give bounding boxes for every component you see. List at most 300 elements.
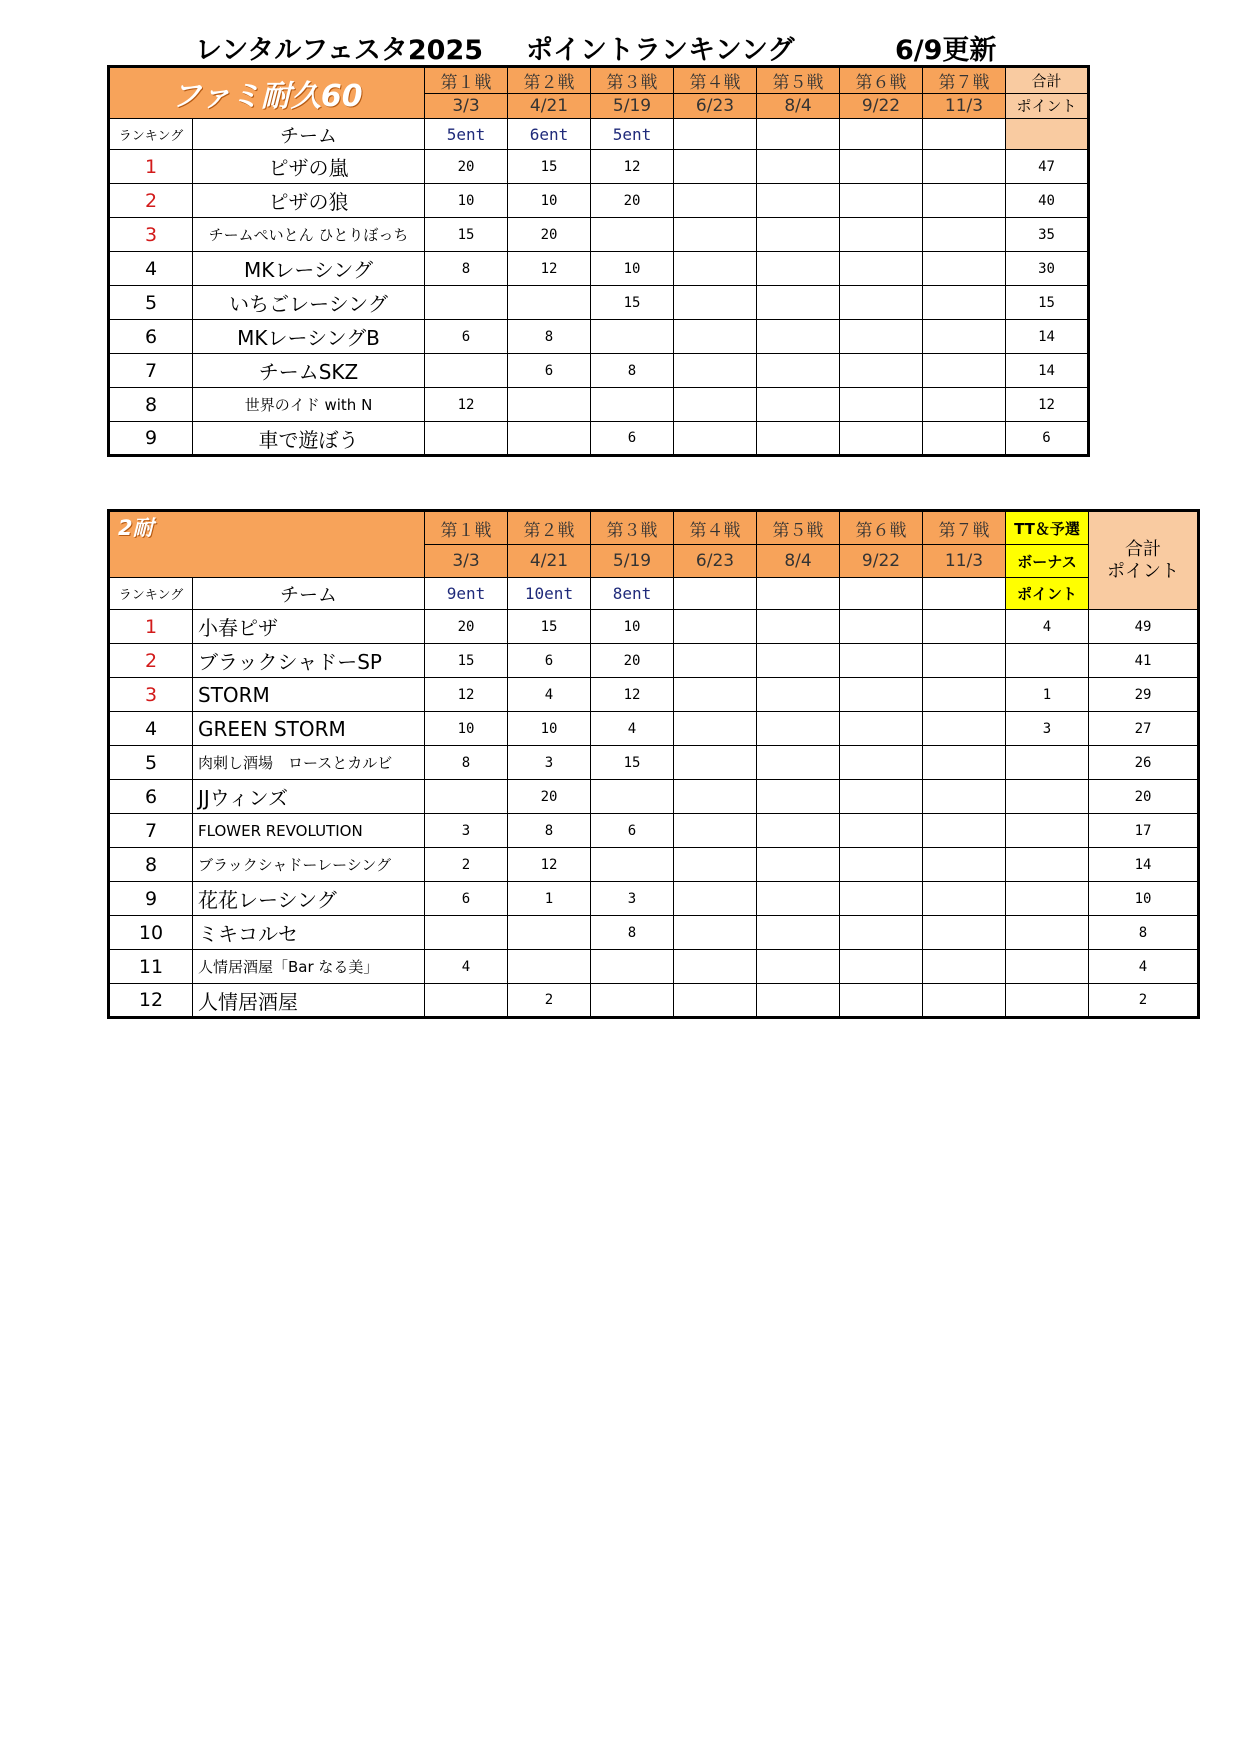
- round-points-cell: [840, 422, 923, 456]
- round-points-cell: [840, 916, 923, 950]
- total-points-cell: 10: [1089, 882, 1199, 916]
- rank-cell: 1: [109, 150, 193, 184]
- team-name-cell: FLOWER REVOLUTION: [193, 814, 425, 848]
- table-row: [109, 184, 1089, 218]
- round-points-cell: [757, 184, 840, 218]
- round-points-cell: [425, 354, 508, 388]
- update-date: 6/9更新: [895, 35, 997, 66]
- round-points-cell: [923, 184, 1006, 218]
- round-points-cell: [425, 780, 508, 814]
- total-points-cell: 40: [1006, 184, 1089, 218]
- total-points-cell: 6: [1006, 422, 1089, 456]
- round-points-cell: [508, 950, 591, 984]
- series2-entry-count: 9ent: [425, 578, 508, 610]
- round-points-cell: [757, 644, 840, 678]
- table-row: [109, 712, 1199, 746]
- round-points-cell: [923, 252, 1006, 286]
- round-points-cell: [674, 422, 757, 456]
- series1-total-header-1: 合計: [1006, 67, 1089, 94]
- round-points-cell: 3: [591, 882, 674, 916]
- team-name-cell: チームSKZ: [193, 354, 425, 388]
- team-name-cell: 人情居酒屋: [193, 984, 425, 1018]
- round-points-cell: [674, 950, 757, 984]
- team-name-cell: 人情居酒屋「Bar なる美」: [193, 950, 425, 984]
- rank-cell: 7: [109, 354, 193, 388]
- table-row: [109, 610, 1199, 644]
- round-points-cell: [923, 218, 1006, 252]
- bonus-points-cell: [1006, 746, 1089, 780]
- rank-cell: 4: [109, 712, 193, 746]
- round-points-cell: [757, 422, 840, 456]
- total-points-cell: 8: [1089, 916, 1199, 950]
- series2-ranking-header: ランキング: [109, 578, 193, 610]
- round-points-cell: [840, 286, 923, 320]
- total-points-cell: 47: [1006, 150, 1089, 184]
- team-name-cell: ミキコルセ: [193, 916, 425, 950]
- rank-cell: 2: [109, 184, 193, 218]
- series1-round-label: 第１戦: [425, 67, 508, 94]
- round-points-cell: [840, 184, 923, 218]
- ranking-title: ポイントランキンング: [526, 35, 795, 66]
- bonus-points-cell: [1006, 848, 1089, 882]
- rank-cell: 4: [109, 252, 193, 286]
- round-points-cell: 4: [508, 678, 591, 712]
- series1-round-date: 6/23: [674, 94, 757, 119]
- bonus-points-cell: [1006, 916, 1089, 950]
- team-name-cell: 花花レーシング: [193, 882, 425, 916]
- table-row: [109, 422, 1089, 456]
- series2-round-date: 4/21: [508, 545, 591, 578]
- total-points-cell: 17: [1089, 814, 1199, 848]
- rank-cell: 1: [109, 610, 193, 644]
- series2-entry-count: [923, 578, 1006, 610]
- total-points-cell: 20: [1089, 780, 1199, 814]
- round-points-cell: [923, 150, 1006, 184]
- rank-cell: 10: [109, 916, 193, 950]
- rank-cell: 3: [109, 218, 193, 252]
- table-row: [109, 218, 1089, 252]
- round-points-cell: [674, 252, 757, 286]
- series1-round-label: 第４戦: [674, 67, 757, 94]
- round-points-cell: [840, 678, 923, 712]
- table-row: [109, 882, 1199, 916]
- round-points-cell: [840, 780, 923, 814]
- round-points-cell: [757, 218, 840, 252]
- round-points-cell: 15: [425, 644, 508, 678]
- series2-entry-count: [840, 578, 923, 610]
- total-points-cell: 27: [1089, 712, 1199, 746]
- series1-round-date: 8/4: [757, 94, 840, 119]
- series2-round-label: 第４戦: [674, 511, 757, 545]
- round-points-cell: 6: [425, 882, 508, 916]
- table-row: [109, 644, 1199, 678]
- series2-total-header-2: ポイント: [1107, 560, 1179, 582]
- round-points-cell: [923, 950, 1006, 984]
- round-points-cell: [591, 218, 674, 252]
- bonus-points-cell: [1006, 814, 1089, 848]
- round-points-cell: [840, 150, 923, 184]
- rank-cell: 9: [109, 882, 193, 916]
- round-points-cell: [840, 320, 923, 354]
- round-points-cell: [425, 984, 508, 1018]
- total-points-cell: 2: [1089, 984, 1199, 1018]
- round-points-cell: [840, 252, 923, 286]
- series2-round-label: 第７戦: [923, 511, 1006, 545]
- series2-round-date: 8/4: [757, 545, 840, 578]
- round-points-cell: [840, 712, 923, 746]
- series1-entry-count: 5ent: [591, 119, 674, 150]
- round-points-cell: [757, 678, 840, 712]
- round-points-cell: 4: [425, 950, 508, 984]
- round-points-cell: 20: [425, 610, 508, 644]
- round-points-cell: [674, 780, 757, 814]
- series2-round-label: 第６戦: [840, 511, 923, 545]
- event-title: レンタルフェスタ2025: [195, 35, 484, 66]
- round-points-cell: [591, 320, 674, 354]
- round-points-cell: 15: [425, 218, 508, 252]
- round-points-cell: [674, 610, 757, 644]
- rank-cell: 3: [109, 678, 193, 712]
- table-row: [109, 252, 1089, 286]
- series1-round-label: 第５戦: [757, 67, 840, 94]
- rank-cell: 7: [109, 814, 193, 848]
- round-points-cell: 12: [508, 848, 591, 882]
- total-points-cell: 49: [1089, 610, 1199, 644]
- bonus-points-cell: [1006, 984, 1089, 1018]
- round-points-cell: [923, 422, 1006, 456]
- round-points-cell: 10: [425, 184, 508, 218]
- round-points-cell: 15: [591, 286, 674, 320]
- round-points-cell: [508, 916, 591, 950]
- round-points-cell: 20: [508, 780, 591, 814]
- round-points-cell: [757, 252, 840, 286]
- round-points-cell: [923, 610, 1006, 644]
- series2-round-label: 第１戦: [425, 511, 508, 545]
- table-row: [109, 950, 1199, 984]
- round-points-cell: [757, 610, 840, 644]
- rank-cell: 5: [109, 286, 193, 320]
- round-points-cell: [757, 712, 840, 746]
- round-points-cell: 10: [508, 712, 591, 746]
- round-points-cell: [757, 150, 840, 184]
- series2-team-header: チーム: [193, 578, 425, 610]
- series1-entry-count: 5ent: [425, 119, 508, 150]
- round-points-cell: 20: [425, 150, 508, 184]
- round-points-cell: 8: [591, 916, 674, 950]
- round-points-cell: [591, 984, 674, 1018]
- round-points-cell: [923, 984, 1006, 1018]
- round-points-cell: [674, 848, 757, 882]
- team-name-cell: JJウィンズ: [193, 780, 425, 814]
- table-row: [109, 780, 1199, 814]
- series2-round-date: 3/3: [425, 545, 508, 578]
- table-row: [109, 150, 1089, 184]
- bonus-points-cell: [1006, 780, 1089, 814]
- total-points-cell: 15: [1006, 286, 1089, 320]
- series2-round-date: 11/3: [923, 545, 1006, 578]
- series1-entry-count: 6ent: [508, 119, 591, 150]
- round-points-cell: 12: [591, 678, 674, 712]
- round-points-cell: [840, 984, 923, 1018]
- team-name-cell: 肉刺し酒場 ロースとカルビ: [193, 746, 425, 780]
- round-points-cell: 6: [591, 814, 674, 848]
- team-name-cell: MKレーシング: [193, 252, 425, 286]
- series2-bonus-header-1: TT＆予選: [1006, 511, 1089, 545]
- round-points-cell: 4: [591, 712, 674, 746]
- round-points-cell: 2: [508, 984, 591, 1018]
- series2-entry-count: [757, 578, 840, 610]
- round-points-cell: 6: [508, 354, 591, 388]
- total-points-cell: 14: [1006, 354, 1089, 388]
- series2-round-date: 6/23: [674, 545, 757, 578]
- team-name-cell: 世界のイド with N: [193, 388, 425, 422]
- table-row: [109, 916, 1199, 950]
- total-points-cell: 29: [1089, 678, 1199, 712]
- round-points-cell: [674, 882, 757, 916]
- round-points-cell: 20: [591, 644, 674, 678]
- round-points-cell: [923, 848, 1006, 882]
- round-points-cell: [757, 286, 840, 320]
- round-points-cell: [840, 644, 923, 678]
- round-points-cell: [674, 184, 757, 218]
- round-points-cell: [757, 984, 840, 1018]
- team-name-cell: STORM: [193, 678, 425, 712]
- round-points-cell: [840, 882, 923, 916]
- round-points-cell: [923, 388, 1006, 422]
- series2-entry-count: 10ent: [508, 578, 591, 610]
- rank-cell: 11: [109, 950, 193, 984]
- series2-name: 2耐: [109, 511, 425, 578]
- series1-team-header: チーム: [193, 119, 425, 150]
- round-points-cell: [923, 746, 1006, 780]
- series1-round-label: 第２戦: [508, 67, 591, 94]
- team-name-cell: チームぺいとん ひとりぼっち: [193, 218, 425, 252]
- round-points-cell: [674, 388, 757, 422]
- table-row: [109, 984, 1199, 1018]
- total-points-cell: 41: [1089, 644, 1199, 678]
- round-points-cell: 6: [508, 644, 591, 678]
- round-points-cell: [923, 916, 1006, 950]
- bonus-points-cell: 1: [1006, 678, 1089, 712]
- round-points-cell: 15: [508, 150, 591, 184]
- total-points-cell: 4: [1089, 950, 1199, 984]
- round-points-cell: [674, 644, 757, 678]
- total-points-cell: 14: [1089, 848, 1199, 882]
- round-points-cell: 20: [591, 184, 674, 218]
- series2-round-date: 5/19: [591, 545, 674, 578]
- series2-ranking-table: [107, 509, 1200, 1019]
- round-points-cell: 6: [425, 320, 508, 354]
- total-points-cell: 12: [1006, 388, 1089, 422]
- round-points-cell: [923, 644, 1006, 678]
- team-name-cell: GREEN STORM: [193, 712, 425, 746]
- round-points-cell: 15: [591, 746, 674, 780]
- round-points-cell: [674, 712, 757, 746]
- table-row: [109, 746, 1199, 780]
- bonus-points-cell: 4: [1006, 610, 1089, 644]
- round-points-cell: 8: [425, 746, 508, 780]
- round-points-cell: 20: [508, 218, 591, 252]
- team-name-cell: MKレーシングB: [193, 320, 425, 354]
- round-points-cell: [923, 354, 1006, 388]
- round-points-cell: 12: [425, 678, 508, 712]
- series2-entry-count: [674, 578, 757, 610]
- series2-round-date: 9/22: [840, 545, 923, 578]
- series2-total-header: [1089, 511, 1199, 610]
- round-points-cell: 3: [508, 746, 591, 780]
- round-points-cell: [591, 950, 674, 984]
- series1-entry-count: [923, 119, 1006, 150]
- series1-round-date: 5/19: [591, 94, 674, 119]
- round-points-cell: [508, 286, 591, 320]
- series2-round-label: 第５戦: [757, 511, 840, 545]
- round-points-cell: [757, 354, 840, 388]
- team-name-cell: ブラックシャドーSP: [193, 644, 425, 678]
- round-points-cell: 8: [508, 814, 591, 848]
- rank-cell: 2: [109, 644, 193, 678]
- round-points-cell: 12: [508, 252, 591, 286]
- rank-cell: 6: [109, 780, 193, 814]
- round-points-cell: [757, 320, 840, 354]
- round-points-cell: [840, 848, 923, 882]
- team-name-cell: ピザの嵐: [193, 150, 425, 184]
- table-row: [109, 388, 1089, 422]
- round-points-cell: [757, 882, 840, 916]
- table-row: [109, 320, 1089, 354]
- table-row: [109, 354, 1089, 388]
- round-points-cell: [757, 950, 840, 984]
- total-points-cell: 30: [1006, 252, 1089, 286]
- total-points-cell: 26: [1089, 746, 1199, 780]
- round-points-cell: [674, 218, 757, 252]
- series1-entry-count: [757, 119, 840, 150]
- series2-round-label: 第３戦: [591, 511, 674, 545]
- rank-cell: 8: [109, 388, 193, 422]
- round-points-cell: 10: [508, 184, 591, 218]
- round-points-cell: [840, 218, 923, 252]
- series2-bonus-header-2: ボーナス: [1006, 545, 1089, 578]
- round-points-cell: [840, 388, 923, 422]
- series1-round-date: 4/21: [508, 94, 591, 119]
- table-row: [109, 678, 1199, 712]
- series1-round-date: 3/3: [425, 94, 508, 119]
- series2-round-label: 第２戦: [508, 511, 591, 545]
- round-points-cell: 10: [591, 610, 674, 644]
- series2-entry-count: 8ent: [591, 578, 674, 610]
- round-points-cell: [840, 746, 923, 780]
- bonus-points-cell: [1006, 950, 1089, 984]
- team-name-cell: いちごレーシング: [193, 286, 425, 320]
- series1-name: ファミ耐久60: [109, 67, 425, 119]
- series2-bonus-header-3: ポイント: [1006, 578, 1089, 610]
- team-name-cell: 小春ピザ: [193, 610, 425, 644]
- rank-cell: 5: [109, 746, 193, 780]
- round-points-cell: [840, 950, 923, 984]
- series1-entry-count: [674, 119, 757, 150]
- round-points-cell: [674, 746, 757, 780]
- total-points-cell: 35: [1006, 218, 1089, 252]
- round-points-cell: [757, 916, 840, 950]
- bonus-points-cell: [1006, 882, 1089, 916]
- round-points-cell: [840, 610, 923, 644]
- round-points-cell: [757, 814, 840, 848]
- table-row: [109, 286, 1089, 320]
- round-points-cell: [591, 388, 674, 422]
- series1-ranking-table: [107, 65, 1090, 457]
- round-points-cell: 1: [508, 882, 591, 916]
- series1-total-header-blank: [1006, 119, 1089, 150]
- series1-round-date: 9/22: [840, 94, 923, 119]
- round-points-cell: [923, 780, 1006, 814]
- round-points-cell: [923, 814, 1006, 848]
- round-points-cell: [923, 320, 1006, 354]
- round-points-cell: [508, 388, 591, 422]
- round-points-cell: 2: [425, 848, 508, 882]
- rank-cell: 8: [109, 848, 193, 882]
- series1-round-label: 第７戦: [923, 67, 1006, 94]
- round-points-cell: [674, 678, 757, 712]
- round-points-cell: [923, 286, 1006, 320]
- series1-round-date: 11/3: [923, 94, 1006, 119]
- table-row: [109, 814, 1199, 848]
- round-points-cell: [674, 916, 757, 950]
- bonus-points-cell: 3: [1006, 712, 1089, 746]
- round-points-cell: [923, 882, 1006, 916]
- table-row: [109, 848, 1199, 882]
- round-points-cell: 8: [591, 354, 674, 388]
- rank-cell: 6: [109, 320, 193, 354]
- round-points-cell: [508, 422, 591, 456]
- round-points-cell: [840, 814, 923, 848]
- team-name-cell: ピザの狼: [193, 184, 425, 218]
- series1-total-header-2: ポイント: [1006, 94, 1089, 119]
- series1-entry-count: [840, 119, 923, 150]
- round-points-cell: [674, 320, 757, 354]
- round-points-cell: [591, 848, 674, 882]
- round-points-cell: [674, 984, 757, 1018]
- round-points-cell: [923, 712, 1006, 746]
- round-points-cell: 15: [508, 610, 591, 644]
- round-points-cell: [923, 678, 1006, 712]
- round-points-cell: 8: [425, 252, 508, 286]
- rank-cell: 9: [109, 422, 193, 456]
- rank-cell: 12: [109, 984, 193, 1018]
- round-points-cell: 6: [591, 422, 674, 456]
- bonus-points-cell: [1006, 644, 1089, 678]
- round-points-cell: 12: [425, 388, 508, 422]
- round-points-cell: 3: [425, 814, 508, 848]
- round-points-cell: [840, 354, 923, 388]
- round-points-cell: [757, 388, 840, 422]
- round-points-cell: [425, 916, 508, 950]
- team-name-cell: ブラックシャドーレーシング: [193, 848, 425, 882]
- round-points-cell: [425, 286, 508, 320]
- round-points-cell: 8: [508, 320, 591, 354]
- round-points-cell: [674, 354, 757, 388]
- round-points-cell: 12: [591, 150, 674, 184]
- team-name-cell: 車で遊ぼう: [193, 422, 425, 456]
- round-points-cell: [674, 286, 757, 320]
- series1-round-label: 第６戦: [840, 67, 923, 94]
- round-points-cell: [757, 780, 840, 814]
- round-points-cell: [591, 780, 674, 814]
- round-points-cell: [425, 422, 508, 456]
- total-points-cell: 14: [1006, 320, 1089, 354]
- series1-round-label: 第３戦: [591, 67, 674, 94]
- round-points-cell: [757, 746, 840, 780]
- round-points-cell: [674, 150, 757, 184]
- round-points-cell: [674, 814, 757, 848]
